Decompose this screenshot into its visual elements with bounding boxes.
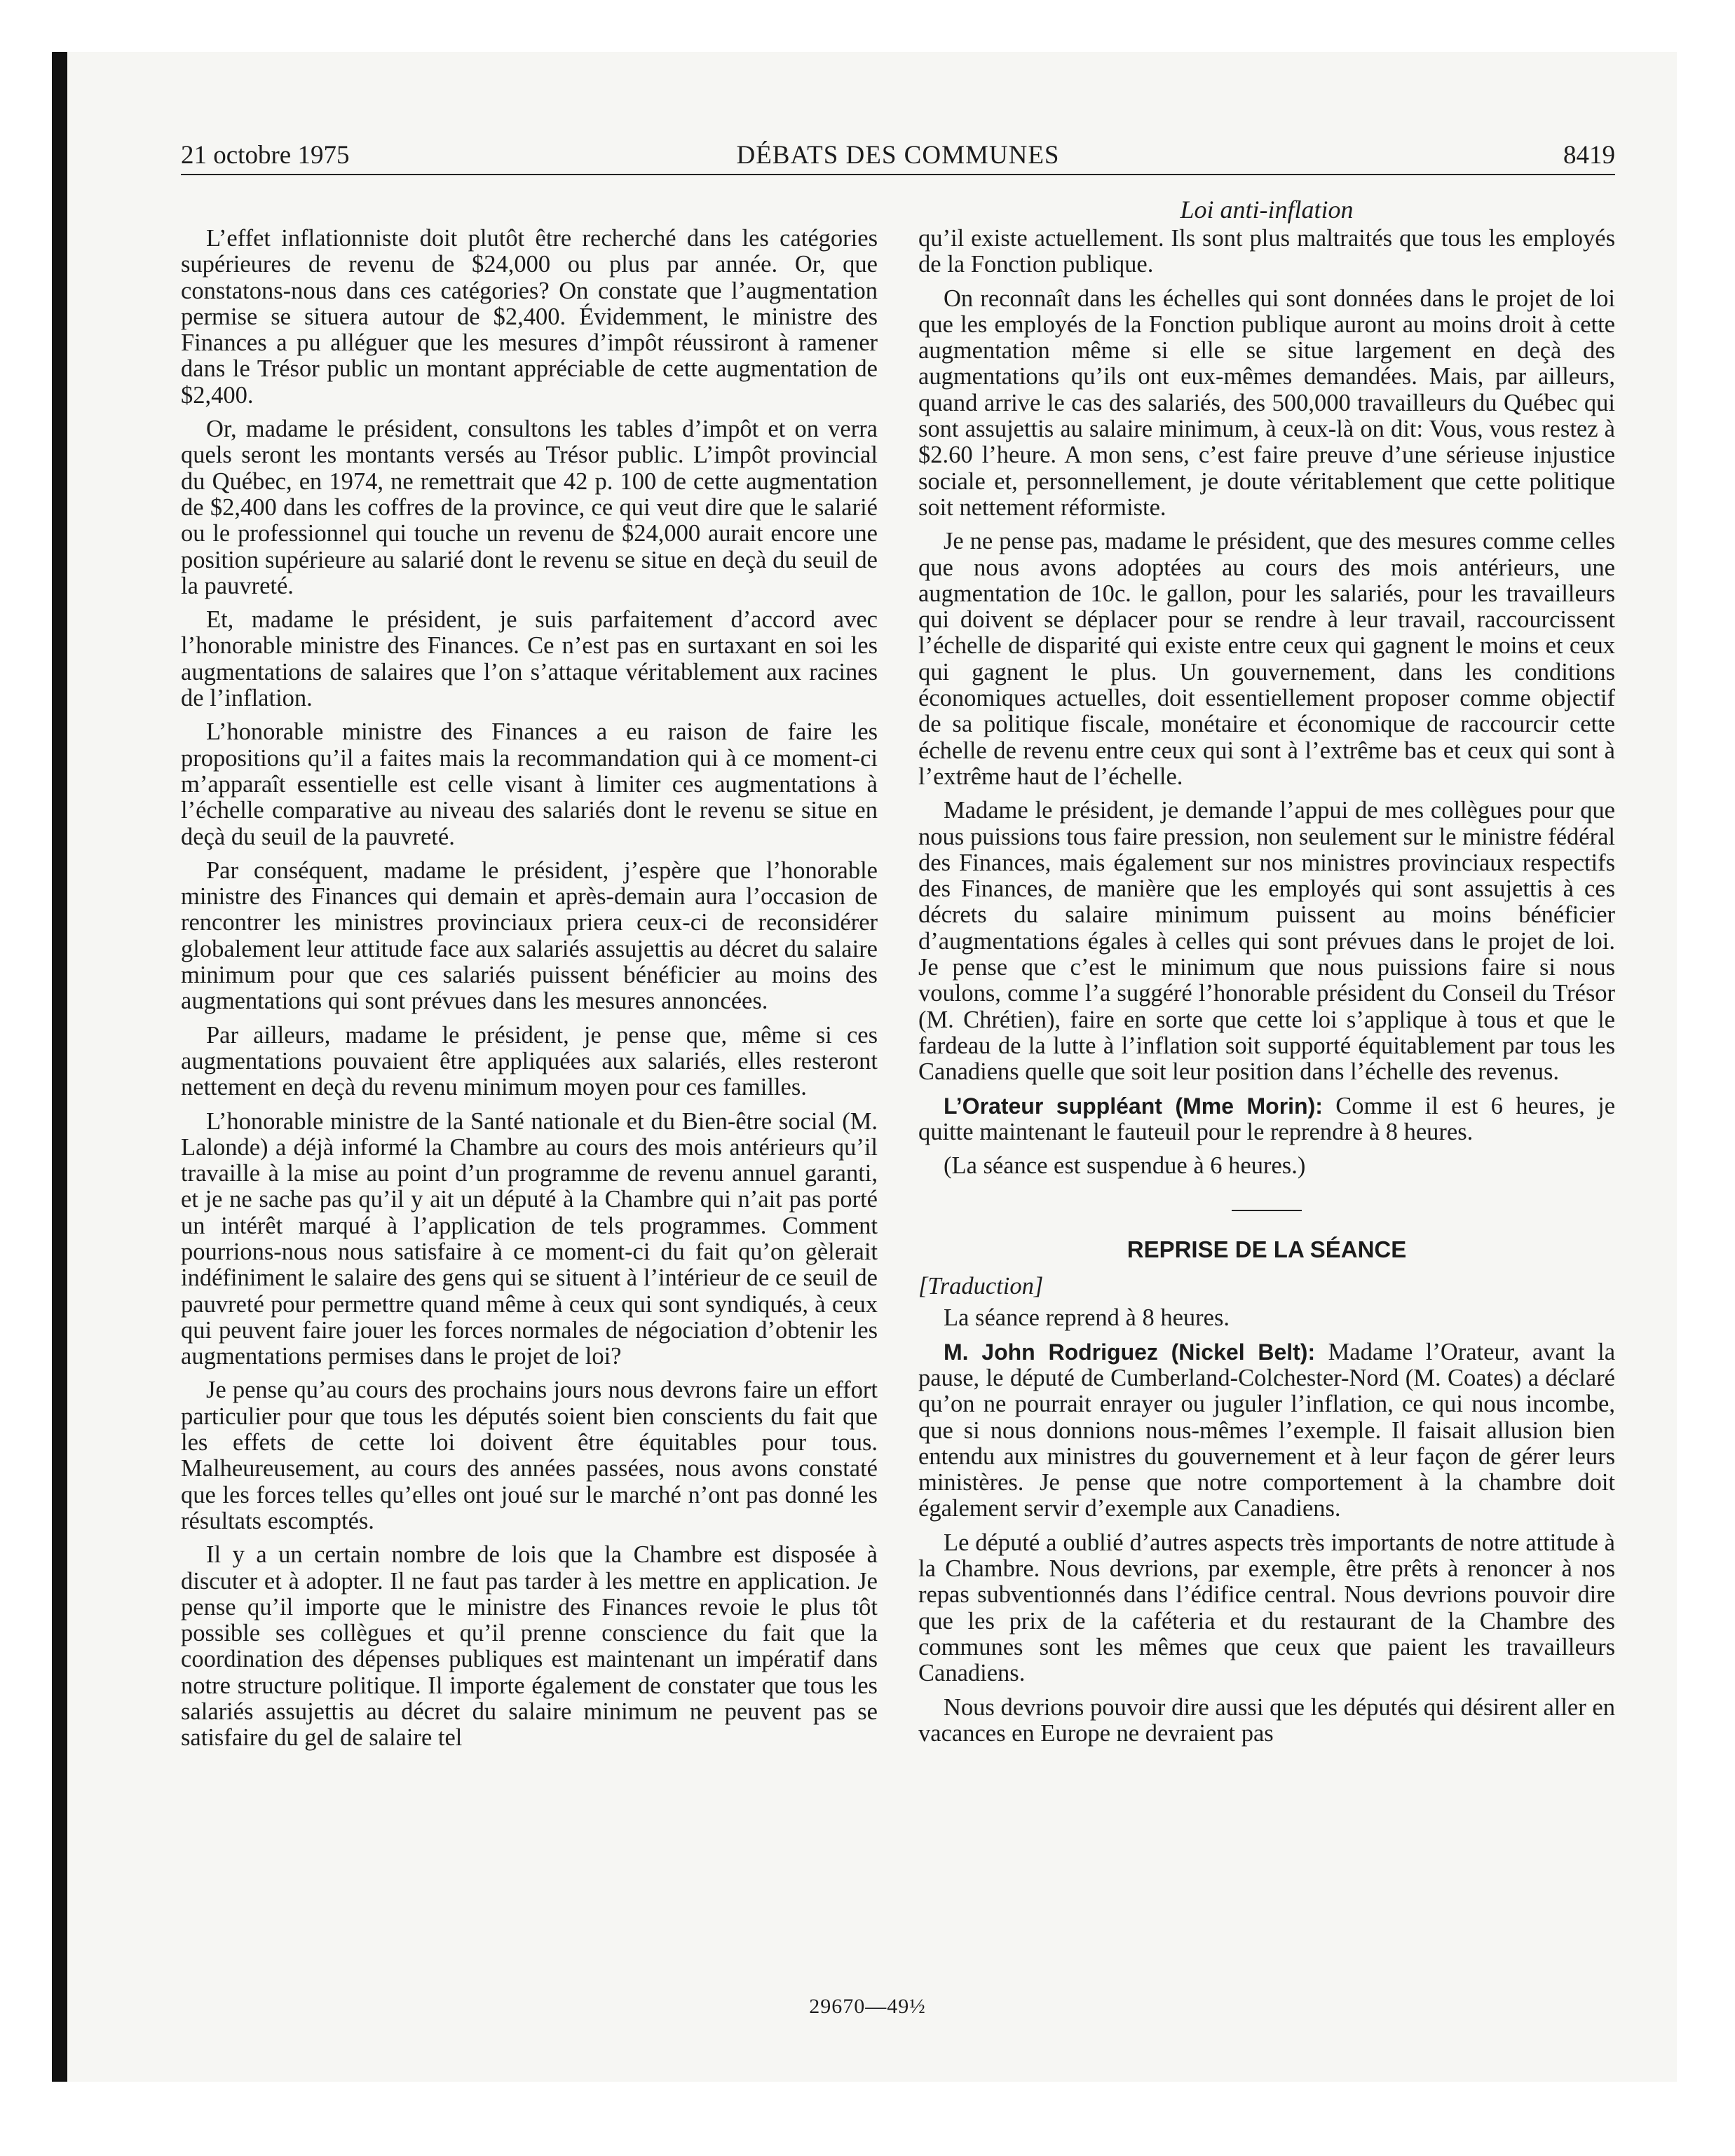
speaker-paragraph: [918, 1339, 1615, 1522]
paragraph: Nous devrions pouvoir dire aussi que les députés qui désirent aller en vacances en Europe ne devraient pas: [918, 1693, 1615, 1747]
resumption-note: La séance reprend à 8 heures.: [944, 1304, 1230, 1332]
paragraph: Or, madame le président, consultons les tables d’impôt et on verra quels seront les montants versés au Trésor public. L’impôt provincial du Québec, en 1974, ne remettrait que 42 p. 100 de cette augmentation de $2,400 dans les coffres de la province, ce qui veut dire que le salarié ou le professionnel qui touche un revenu de $24,000 aurait encore une position supérieure au salarié dont le revenu se situe en deçà du seuil de la pauvreté.: [181, 416, 878, 599]
translation-note: [Traduction]: [918, 1273, 1044, 1300]
header-date: 21 octobre 1975: [181, 141, 350, 170]
paragraph: L’honorable ministre de la Santé nationale et du Bien-être social (M. Lalonde) a déjà informé la Chambre au cours des mois antérieurs qu’il travaille à la mise au point d’un programme de revenu annuel garanti, et je ne sache pas qu’il y ait un député à la Chambre qui n’ait pas porté un intérêt marqué à l’application de tels programmes. Comment pourrions-nous nous satisfaire à ce moment-ci du fait qu’on gèlerait indéfiniment le salaire des gens qui se situent à l’intérieur de ce seuil de pauvreté pour permettre quand même à ceux qui sont syndiqués, à ceux qui peuvent faire jouer les forces normales de négociation d’obtenir les augmentations permises dans le projet de loi?: [181, 1107, 878, 1370]
speaker-name: M. John Rodriguez (Nickel Belt):: [944, 1339, 1316, 1365]
paragraph: Le député a oublié d’autres aspects très importants de notre attitude à la Chambre. Nous devrions, par exemple, être prêts à renoncer à nos repas subventionnés dans l’édifice central. Nous devrions pouvoir dire que les prix de la caféteria et du restaurant de la Chambre des communes sont les mêmes que ceux que paient les travailleurs Canadiens.: [918, 1529, 1615, 1687]
section-divider: [1232, 1210, 1302, 1211]
right-column: [918, 226, 1615, 1754]
paragraph: Par ailleurs, madame le président, je pense que, même si ces augmentations pouvaient être appliquées aux salariés, elles resteront nettement en deçà du revenu minimum moyen pour ces familles.: [181, 1021, 878, 1101]
speaker-text: Madame l’Orateur, avant la pause, le député de Cumberland-Colchester-Nord (M. Coates) a déclaré qu’on ne pourrait enrayer ou juguler l’inflation, ce qui nous incombe, que si nous donnions nous-mêmes l’exemple. Il faisait allusion bien entendu aux ministres du gouvernement et à leur façon de gérer leurs ministères. Je pense que notre comportement à la chambre doit également servir d’exemple aux Canadiens.: [918, 1338, 1616, 1522]
left-column: [181, 226, 878, 1759]
paragraph-continuation: qu’il existe actuellement. Ils sont plus maltraités que tous les employés de la Fonction publique.: [918, 225, 1615, 278]
paragraph: Il y a un certain nombre de lois que la Chambre est disposée à discuter et à adopter. Il ne faut pas tarder à les mettre en application. Je pense qu’il importe que le ministre des Finances revoie le plus tôt possible ses collègues et qu’il prenne conscience du fait que la coordination des dépenses publiques est maintenant un impératif dans notre structure politique. Il importe également de constater que tous les salariés assujettis au décret du salaire minimum ne peuvent pas se satisfaire du gel de salaire tel: [181, 1541, 878, 1752]
paragraph: Madame le président, je demande l’appui de mes collègues pour que nous puissions tous faire pression, non seulement sur le ministre fédéral des Finances, mais également sur nos ministres provinciaux respectifs des Finances, de manière que les employés qui sont assujettis à ces décrets du salaire minimum puissent au moins bénéficier d’augmentations égales à celles qui sont prévues dans le projet de loi. Je pense que c’est le minimum que nous puissions faire si nous voulons, comme l’a suggéré l’honorable président du Conseil du Trésor (M. Chrétien), faire en sorte que cette loi s’applique à tous et que le fardeau de la lutte à l’inflation soit supporté équitablement par tous les Canadiens quelle que soit leur position dans l’échelle des revenus.: [918, 797, 1615, 1086]
paragraph: L’honorable ministre des Finances a eu raison de faire les propositions qu’il a faites mais la recommandation qui à ce moment-ci m’apparaît essentielle est celle visant à limiter ces augmentations à l’échelle comparative au niveau des salariés dont le revenu se situe en deçà du seuil de la pauvreté.: [181, 718, 878, 850]
paragraph: L’effet inflationniste doit plutôt être recherché dans les catégories supérieures de revenu de $24,000 ou plus par année. Or, que constatons-nous dans ces catégories? On constate que l’augmentation permise se situera autour de $2,400. Évidemment, le ministre des Finances a pu alléguer que les mesures d’impôt réussiront à ramener dans le Trésor public un montant appréciable de cette augmentation de $2,400.: [181, 225, 878, 409]
adjournment-note: (La séance est suspendue à 6 heures.): [944, 1152, 1306, 1180]
speaker-paragraph: [918, 1093, 1615, 1146]
speaker-text: Comme il est 6 heures, je quitte maintenant le fauteuil pour le reprendre à 8 heures.: [918, 1092, 1616, 1145]
header-title: DÉBATS DES COMMUNES: [736, 141, 1060, 170]
paragraph: Je ne pense pas, madame le président, que des mesures comme celles que nous avons adoptées au cours des mois antérieurs, une augmentation de 10c. le gallon, pour les salariés, pour les travailleurs qui doivent se déplacer pour se rendre à leur travail, raccourcissent l’échelle de disparité qui existe entre ceux qui gagnent le moins et ceux qui gagnent le plus. Un gouvernement, dans les conditions économiques actuelles, doit essentiellement proposer comme objectif de sa politique fiscale, monétaire et économique de raccourcir cette échelle de revenu entre ceux qui sont à l’extrême bas et ceux qui sont à l’extrême haut de l’échelle.: [918, 528, 1615, 790]
section-heading: REPRISE DE LA SÉANCE: [1127, 1236, 1407, 1263]
paragraph: On reconnaît dans les échelles qui sont données dans le projet de loi que les employés de la Fonction publique auront au moins droit à cette augmentation même si elle se situe largement en deçà des augmentations qu’ils ont eux-mêmes demandées. Mais, par ailleurs, quand arrive le cas des salariés, des 500,000 travailleurs du Québec qui sont assujettis au salaire minimum, à ceux-là on dit: Vous, vous restez à $2.60 l’heure. A mon sens, c’est faire preuve d’une sérieuse injustice sociale et, personnellement, je doute véritablement que cette politique soit nettement réformiste.: [918, 285, 1615, 521]
running-title: Loi anti-inflation: [1180, 196, 1354, 224]
page-number: 8419: [1563, 141, 1615, 170]
scan-edge: [52, 52, 67, 2082]
speaker-name: L’Orateur suppléant (Mme Morin):: [944, 1093, 1323, 1119]
paragraph: Et, madame le président, je suis parfaitement d’accord avec l’honorable ministre des Finances. Ce n’est pas en surtaxant en soi les augmentations de salaires que l’on s’attaque véritablement aux racines de l’inflation.: [181, 606, 878, 712]
paragraph: Par conséquent, madame le président, j’espère que l’honorable ministre des Finances qui demain et après-demain aura l’occasion de rencontrer les ministres provinciaux priera ceux-ci de reconsidérer globalement leur attitude face aux salariés assujettis au décret du salaire minimum pour que ces salariés puissent bénéficier au moins des augmentations qui sont prévues dans les mesures annoncées.: [181, 857, 878, 1015]
page-header: [181, 140, 1615, 175]
footer-code: 29670—49½: [809, 1995, 926, 2018]
paragraph: Je pense qu’au cours des prochains jours nous devrons faire un effort particulier pour que tous les députés soient bien conscients du fait que les effets de cette loi doivent être équitables pour tous. Malheureusement, au cours des années passées, nous avons constaté que les forces telles qu’elles ont joué sur le marché n’ont pas donné les résultats escomptés.: [181, 1377, 878, 1534]
